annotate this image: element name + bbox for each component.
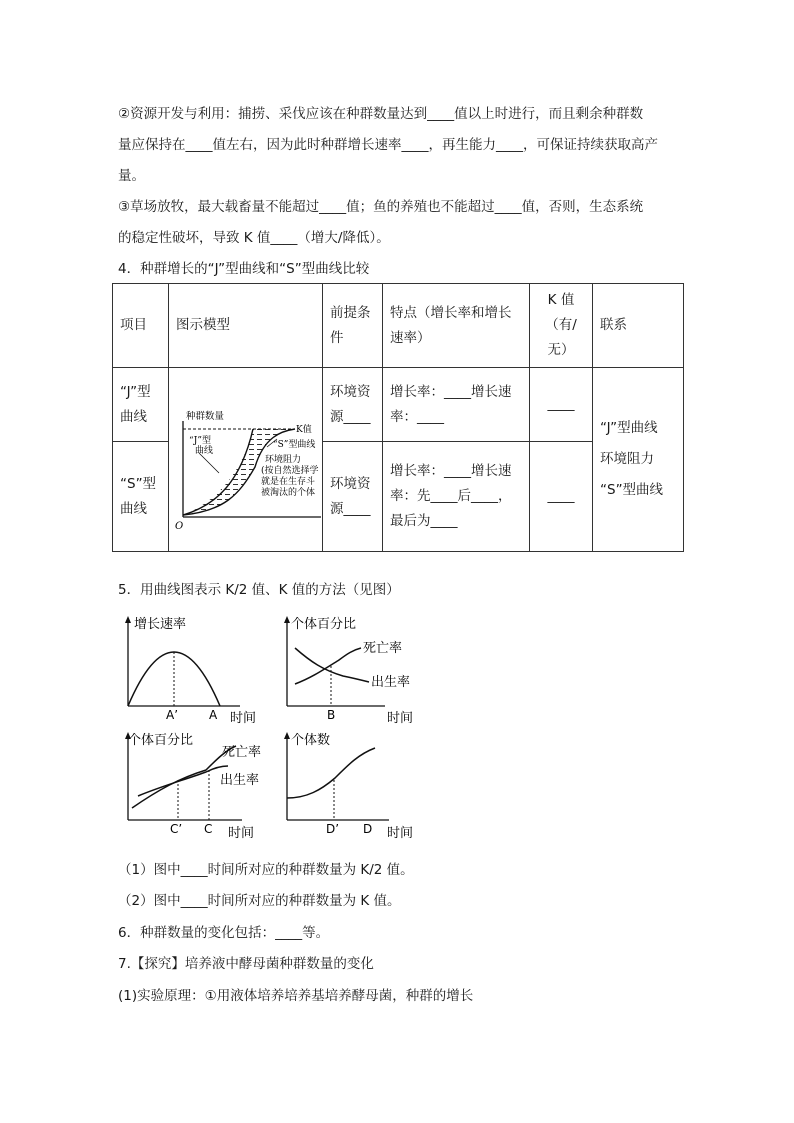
- header-relation: 联系: [593, 284, 684, 368]
- para2-line2: 量应保持在____值左右，因为此时种群增长速率____，再生能力____，可保证持续获取高产: [118, 137, 658, 153]
- g1-y-label: 增长速率: [134, 617, 187, 632]
- header-model: 图示模型: [169, 284, 323, 368]
- g3-tick-c: C: [204, 822, 213, 836]
- para3-line2: 的稳定性破坏，导致 K 值____（增大/降低）。: [118, 230, 390, 246]
- model-origin-label: O: [175, 521, 184, 532]
- s-item: “S”型曲线: [113, 442, 169, 552]
- g3-y-label: 个体百分比: [128, 733, 194, 748]
- para2-line3: 量。: [118, 168, 145, 184]
- section5-q2: （2）图中____时间所对应的种群数量为 K 值。: [118, 893, 401, 909]
- g3-x-label: 时间: [228, 826, 255, 841]
- para2-line1: ②资源开发与利用：捕捞、采伐应该在种群数量达到____值以上时进行，而且剩余种群数: [118, 106, 644, 122]
- s-premise: 环境资源____: [323, 442, 383, 552]
- g1-x-label: 时间: [230, 711, 257, 726]
- j-premise: 环境资源____: [323, 368, 383, 442]
- section6-text: 6．种群数量的变化包括：____等。: [118, 925, 330, 941]
- header-item: 项目: [113, 284, 169, 368]
- model-j-label-1: “J”型: [189, 436, 212, 446]
- model-y-label: 种群数量: [186, 411, 225, 422]
- g2-death-curve: [295, 648, 361, 684]
- header-premise: 前提条件: [323, 284, 383, 368]
- g1-tick-a1: A’: [166, 708, 179, 722]
- section5-heading: 5．用曲线图表示 K/2 值、K 值的方法（见图）: [118, 582, 400, 598]
- model-resist-1: 环境阻力: [265, 455, 302, 465]
- j-features: 增长率：____增长速率：____: [383, 368, 530, 442]
- g3-birth-curve: [138, 766, 228, 796]
- g2-death-label: 死亡率: [363, 641, 403, 656]
- graph-birth-death-2: [118, 730, 268, 846]
- j-kvalue: ____: [530, 368, 593, 442]
- section5-q1: （1）图中____时间所对应的种群数量为 K/2 值。: [118, 862, 414, 878]
- g2-birth-label: 出生率: [371, 675, 411, 690]
- relation-line1: “J”型曲线: [600, 420, 658, 436]
- comparison-table: [112, 283, 684, 552]
- g4-tick-d: D: [363, 822, 373, 836]
- graph-birth-death-1: [277, 614, 422, 730]
- s-kvalue: ____: [530, 442, 593, 552]
- j-pointer: [199, 453, 219, 473]
- header-features: 特点（增长率和增长速率）: [383, 284, 530, 368]
- model-j-label-2: 曲线: [195, 446, 214, 456]
- g3-tick-c1: C’: [170, 822, 183, 836]
- model-s-label: “S”型曲线: [273, 440, 316, 450]
- g4-tick-d1: D’: [326, 822, 340, 836]
- g2-x-label: 时间: [387, 711, 414, 726]
- relation-line2: 环境阻力: [600, 451, 654, 467]
- model-resist-2: (按自然选择学: [261, 466, 319, 476]
- relation-cell: [593, 368, 684, 552]
- graph-population: [277, 730, 422, 846]
- model-resist-3: 就是在生存斗: [261, 477, 316, 487]
- s-features: 增长率：____增长速率：先____后____，最后为____: [383, 442, 530, 552]
- relation-line3: “S”型曲线: [600, 482, 664, 498]
- g4-y-label: 个体数: [291, 733, 331, 748]
- g1-tick-a: A: [209, 708, 218, 722]
- section7-heading: 7.【探究】培养液中酵母菌种群数量的变化: [118, 956, 374, 972]
- table-header-row: [113, 284, 684, 368]
- g4-population-curve: [287, 748, 375, 798]
- j-item: “J”型曲线: [113, 368, 169, 442]
- table-row-j: [113, 368, 684, 442]
- g2-y-label: 个体百分比: [291, 617, 357, 632]
- section4-heading: 4．种群增长的“J”型曲线和“S”型曲线比较: [118, 261, 370, 277]
- g1-y-arrow: [125, 616, 131, 623]
- g2-tick-b: B: [327, 708, 336, 722]
- model-resist-4: 被淘汰的个体: [261, 488, 316, 498]
- graph-growth-rate: [118, 614, 268, 730]
- g4-y-arrow: [284, 732, 290, 739]
- para3-line1: ③草场放牧，最大载畜量不能超过____值；鱼的养殖也不能超过____值，否则，生态系统: [118, 199, 644, 215]
- model-k-label: K值: [296, 425, 312, 435]
- g2-y-arrow: [284, 616, 290, 623]
- g3-death-label: 死亡率: [222, 745, 262, 760]
- g3-birth-label: 出生率: [220, 773, 260, 788]
- growth-model-figure: [169, 377, 323, 533]
- section7-line1: (1)实验原理：①用液体培养培养基培养酵母菌，种群的增长: [118, 988, 474, 1004]
- g4-x-label: 时间: [387, 826, 414, 841]
- model-figure-cell: [169, 368, 323, 552]
- header-kvalue: K 值（有/无）: [530, 284, 593, 368]
